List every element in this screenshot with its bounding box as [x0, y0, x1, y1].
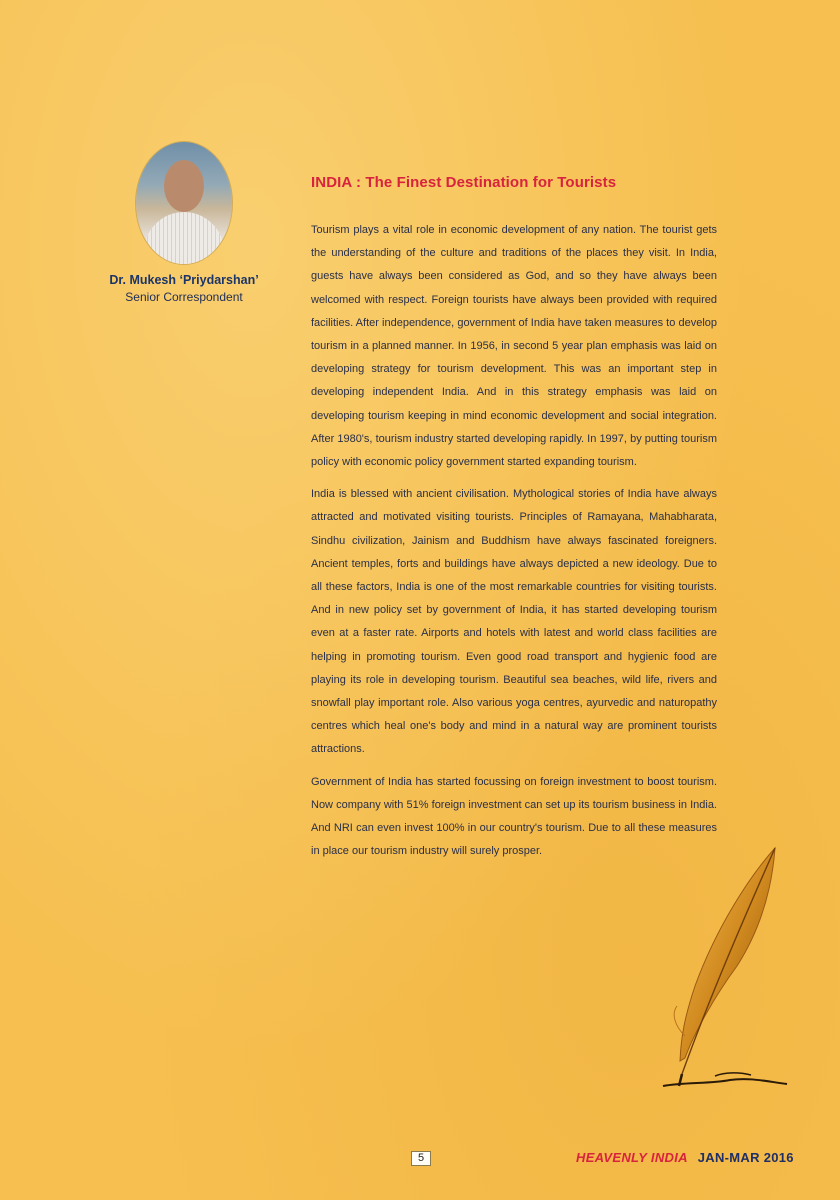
author-role: Senior Correspondent [125, 290, 243, 304]
issue-date: JAN-MAR 2016 [697, 1150, 794, 1165]
paragraph: Government of India has started focussing on foreign investment to boost tourism. Now company with 51% foreign investment can set up its tourism business in India. And NRI can even invest 100% in our country's tourism. Due to all these measures in place our tourism industry will surely prosper. [311, 775, 717, 858]
photo-shirt [144, 212, 224, 264]
footer [576, 1150, 794, 1165]
article-body [311, 219, 717, 863]
page-number: 5 [411, 1151, 431, 1166]
author-photo [136, 142, 232, 264]
article [311, 174, 717, 872]
author-name: Dr. Mukesh ‘Priydarshan’ [109, 273, 259, 287]
paragraph: Tourism plays a vital role in economic development of any nation. The tourist gets the understanding of the culture and traditions of the places they visit. In India, guests have always been considered as God, and so they have always been welcomed with respect. Foreign tourists have always been provided with required facilities. After independence, government of India have taken measures to develop tourism in a planned manner. In 1956, in second 5 year plan emphasis was laid on developing strategy for tourism development. This was an important step in developing independent India. And in this strategy emphasis was laid on developing tourism keeping in mind economic development and social integration. After 1980's, tourism industry started developing rapidly. In 1997, by putting tourism policy with economic policy government started expanding tourism. [311, 224, 717, 469]
paragraph: India is blessed with ancient civilisation. Mythological stories of India have always attracted and motivated visiting tourists. Principles of Ramayana, Mahabharata, Sindhu civilization, Jainism and Buddhism have always fascinated foreigners. Ancient temples, forts and buildings have always depicted a new ideology. Due to all these factors, India is one of the most remarkable countries for visiting tourists. And in new policy set by government of India, it has started developing tourism even at a faster rate. Airports and hotels with latest and world class facilities are helping in promoting tourism. Even good road transport and hygienic food are playing its role in developing tourism. Beautiful sea beaches, wild life, rivers and snowfall play important role. Also various yoga centres, ayurvedic and naturopathy centres which heal one's body and mind in a natural way are prominent tourists attractions. [311, 488, 717, 756]
quill-pen-icon [655, 846, 795, 1096]
magazine-name: HEAVENLY INDIA [576, 1150, 688, 1165]
article-title: INDIA : The Finest Destination for Tourists [311, 174, 617, 191]
author-block [96, 142, 272, 304]
photo-head [164, 160, 204, 212]
